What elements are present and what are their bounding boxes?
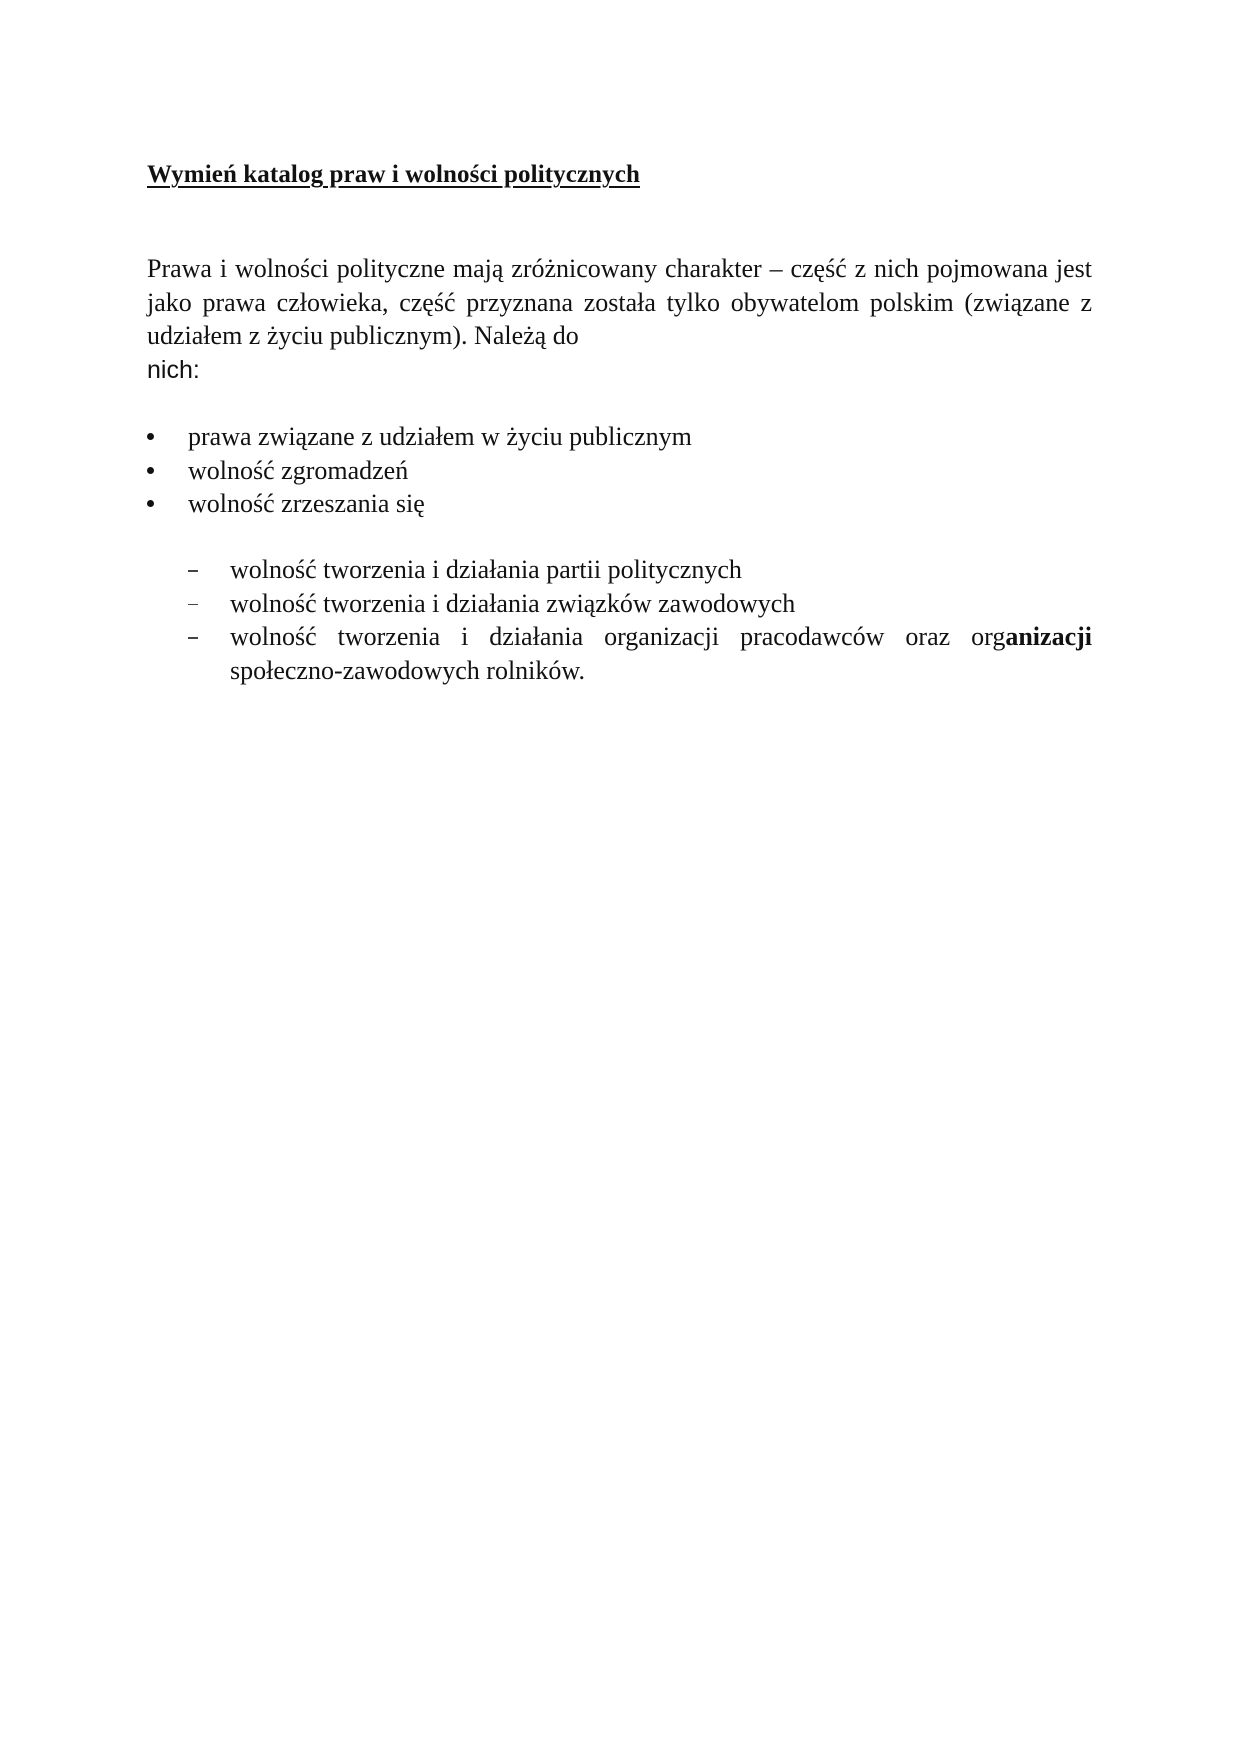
dash-icon [188,570,198,572]
sub-list-item [188,587,1092,621]
dash-icon [188,604,198,606]
document-title: Wymień katalog praw i wolności politycznych [147,161,640,188]
intro-paragraph [147,252,1092,387]
intro-end-text: nich: [147,355,200,384]
list-item [147,454,1092,488]
bullet-icon [147,500,154,507]
sub-list-item [188,620,1092,687]
list-item-text: prawa związane z udziałem w życiu publicznym [188,422,692,451]
sub-list-item-bold-tail: anizacji [1005,622,1092,651]
bullet-icon [147,467,154,474]
list-item-text: wolność zgromadzeń [188,455,409,485]
sub-list-item-text: wolność tworzenia i działania organizacji pracodawców oraz org [230,622,1006,651]
dash-icon [188,637,198,639]
sub-list-item-continuation: społeczno-zawodowych rolników. [230,655,585,685]
list-item [147,487,1092,521]
sub-list-item-text: wolność tworzenia i działania partii politycznych [230,555,742,584]
list-item [147,420,1092,454]
sub-list-item-text: wolność tworzenia i działania związków zawodowych [230,588,796,618]
bullet-icon [147,433,154,440]
rights-bullet-list [147,420,1092,521]
association-sub-list [188,553,1092,687]
sub-list-item [188,553,1092,587]
sub-list-item-text-block [230,620,1092,687]
list-item-text: wolność zrzeszania się [188,489,425,518]
intro-text: Prawa i wolności polityczne mają zróżnicowany charakter – część z nich pojmowana jest jako prawa człowieka, część przyznana została tylko obywatelom polskim (związane z udziałem z życiu publicznym). Należą do [147,254,1092,350]
